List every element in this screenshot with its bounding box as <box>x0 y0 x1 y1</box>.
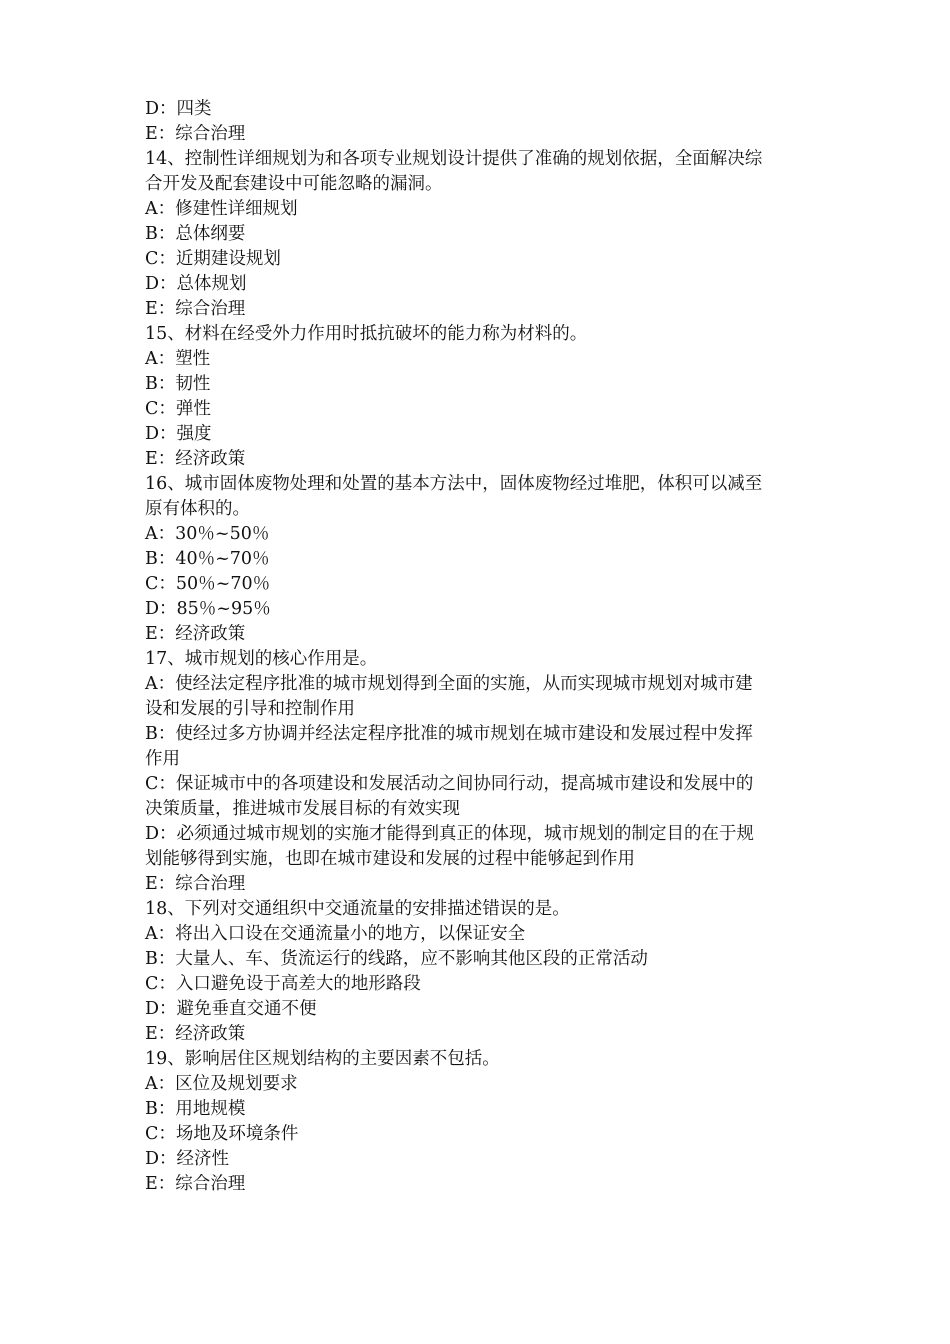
question-17-option-a: A：使经法定程序批准的城市规划得到全面的实施，从而实现城市规划对城市建 <box>145 674 753 694</box>
question-16-option-b: B：40％~70％ <box>145 549 270 569</box>
question-14-text: 14、控制性详细规划为和各项专业规划设计提供了准确的规划依据，全面解决综 <box>145 149 763 169</box>
question-19-option-c: C：场地及环境条件 <box>145 1124 299 1144</box>
question-19-option-a: A：区位及规划要求 <box>145 1074 298 1094</box>
question-15-option-e: E：经济政策 <box>145 449 246 469</box>
question-18-option-c: C：入口避免设于高差大的地形路段 <box>145 974 421 994</box>
question-19-option-d: D：经济性 <box>145 1149 230 1169</box>
question-14-option-e: E：综合治理 <box>145 299 246 319</box>
question-14-option-a: A：修建性详细规划 <box>145 199 298 219</box>
question-19-text: 19、影响居住区规划结构的主要因素不包括。 <box>145 1049 500 1069</box>
question-18-option-e: E：经济政策 <box>145 1024 246 1044</box>
question-17-option-d: D：必须通过城市规划的实施才能得到真正的体现，城市规划的制定目的在于规 <box>145 824 755 844</box>
question-17-option-e: E：综合治理 <box>145 874 246 894</box>
question-17-option-d-cont: 划能够得到实施，也即在城市建设和发展的过程中能够起到作用 <box>145 849 635 869</box>
question-16-text: 16、城市固体废物处理和处置的基本方法中，固体废物经过堆肥，体积可以减至 <box>145 474 763 494</box>
question-17-option-a-cont: 设和发展的引导和控制作用 <box>145 699 355 719</box>
question-16-text-cont: 原有体积的。 <box>145 499 250 519</box>
question-15-option-a: A：塑性 <box>145 349 211 369</box>
question-19-option-e: E：综合治理 <box>145 1174 246 1194</box>
document-body <box>145 97 815 1197</box>
question-16-option-d: D：85％~95％ <box>145 599 271 619</box>
question-17-text: 17、城市规划的核心作用是。 <box>145 649 378 669</box>
question-16-option-a: A：30％~50％ <box>145 524 270 544</box>
question-15-option-c: C：弹性 <box>145 399 211 419</box>
option-d: D：四类 <box>145 99 212 119</box>
question-17-option-c-cont: 决策质量，推进城市发展目标的有效实现 <box>145 799 460 819</box>
question-15-option-d: D：强度 <box>145 424 212 444</box>
question-18-text: 18、下列对交通组织中交通流量的安排描述错误的是。 <box>145 899 570 919</box>
question-15-option-b: B：韧性 <box>145 374 211 394</box>
question-17-option-b-cont: 作用 <box>145 749 180 769</box>
question-14-option-b: B：总体纲要 <box>145 224 246 244</box>
question-18-option-b: B：大量人、车、货流运行的线路，应不影响其他区段的正常活动 <box>145 949 648 969</box>
question-17-option-c: C：保证城市中的各项建设和发展活动之间协同行动，提高城市建设和发展中的 <box>145 774 754 794</box>
question-14-option-d: D：总体规划 <box>145 274 247 294</box>
question-16-option-e: E：经济政策 <box>145 624 246 644</box>
question-17-option-b: B：使经过多方协调并经法定程序批准的城市规划在城市建设和发展过程中发挥 <box>145 724 753 744</box>
question-16-option-c: C：50％~70％ <box>145 574 271 594</box>
option-e: E：综合治理 <box>145 124 246 144</box>
question-18-option-a: A：将出入口设在交通流量小的地方，以保证安全 <box>145 924 526 944</box>
question-19-option-b: B：用地规模 <box>145 1099 246 1119</box>
question-15-text: 15、材料在经受外力作用时抵抗破坏的能力称为材料的。 <box>145 324 588 344</box>
question-14-option-c: C：近期建设规划 <box>145 249 281 269</box>
question-14-text-cont: 合开发及配套建设中可能忽略的漏洞。 <box>145 174 443 194</box>
question-18-option-d: D：避免垂直交通不便 <box>145 999 317 1019</box>
